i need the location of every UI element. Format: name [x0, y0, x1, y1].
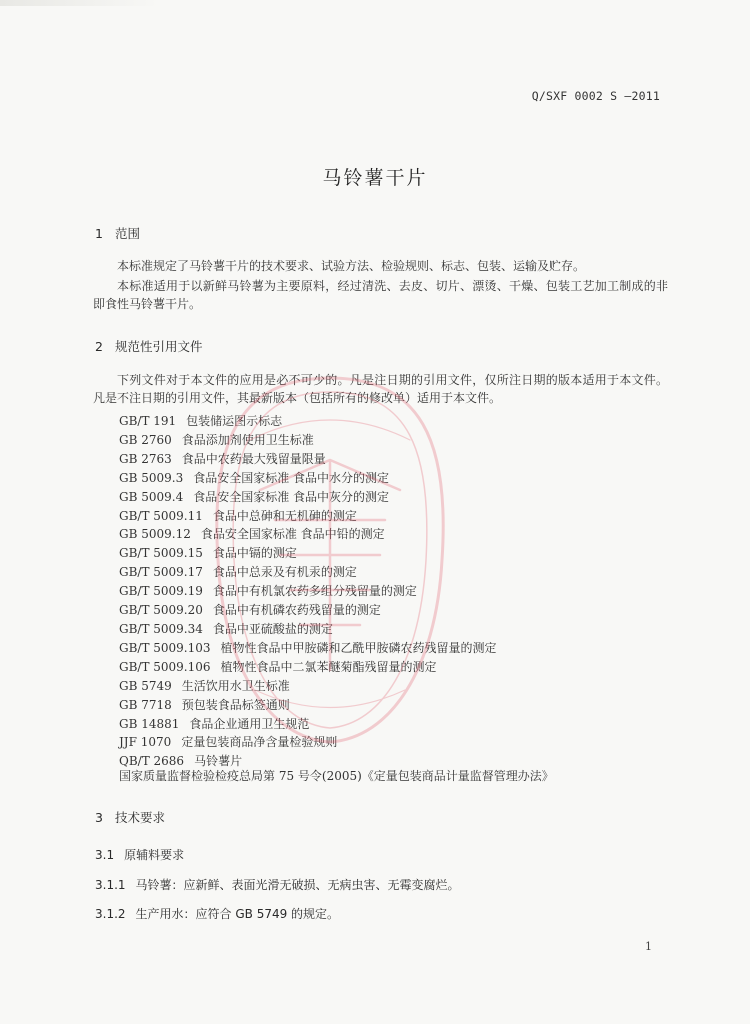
- reference-code: GB 5009.3: [119, 470, 184, 485]
- list-item: [119, 733, 497, 752]
- clause-title: 原辅料要求: [124, 848, 185, 862]
- reference-name: 定量包装商品净含量检验规则: [181, 735, 338, 750]
- reference-code: GB/T 5009.20: [119, 603, 203, 618]
- reference-code: JJF 1070: [119, 735, 172, 750]
- reference-name: 食品安全国家标准 食品中铅的测定: [200, 527, 385, 542]
- reference-code: GB/T 5009.11: [119, 508, 203, 523]
- clause-3-1-2: [95, 905, 339, 922]
- reference-code: GB 5749: [119, 678, 172, 693]
- clause-text: 生产用水：应符合 GB 5749 的规定。: [135, 907, 340, 921]
- list-item: [119, 563, 497, 582]
- list-item: [119, 620, 497, 639]
- section-title: 技术要求: [115, 810, 166, 825]
- clause-3-1: [95, 846, 184, 863]
- normative-intro: 下列文件对于本文件的应用是必不可少的。凡是注日期的引用文件，仅所注日期的版本适用于本文件。凡是不注日期的引用文件，其最新版本（包括所有的修改单）适用于本文件。: [93, 373, 668, 405]
- reference-name: 生活饮用水卫生标准: [181, 678, 290, 693]
- scope-paragraph-2: 本标准适用于以新鲜马铃薯为主要原料，经过清洗、去皮、切片、漂烫、干燥、包装工艺加工制成的非即食性马铃薯干片。: [93, 279, 668, 311]
- section-number: 2: [95, 339, 103, 354]
- list-item: [119, 582, 497, 601]
- reference-code: GB/T 5009.34: [119, 621, 203, 636]
- reference-code: GB 2760: [119, 432, 172, 447]
- section-1-heading: [95, 224, 140, 242]
- reference-code: GB 2763: [119, 451, 172, 466]
- section-title: 规范性引用文件: [115, 339, 203, 354]
- reference-code: GB 5009.4: [119, 489, 184, 504]
- list-item: [119, 525, 497, 544]
- reference-name: 食品中总汞及有机汞的测定: [212, 565, 357, 580]
- list-item: [119, 544, 497, 563]
- section-title: 范围: [115, 226, 141, 241]
- clause-number: 3.1.1: [95, 878, 126, 892]
- list-item: [119, 431, 497, 450]
- reference-name: 食品中镉的测定: [212, 546, 297, 561]
- reference-name: 预包装食品标签通则: [181, 697, 290, 712]
- regulation-reference: 国家质量监督检验检疫总局第 75 号令(2005)《定量包装商品计量监督管理办法》: [119, 769, 554, 783]
- reference-code: GB/T 5009.17: [119, 565, 203, 580]
- reference-name: 包装储运图示标志: [186, 414, 283, 428]
- clause-number: 3.1: [95, 848, 115, 862]
- reference-name: 食品中总砷和无机砷的测定: [212, 508, 357, 523]
- list-item: [119, 488, 497, 507]
- list-item: [119, 696, 497, 715]
- reference-code: GB 5009.12: [119, 527, 191, 542]
- list-item: [119, 412, 497, 431]
- clause-3-1-1: [95, 876, 460, 893]
- reference-list: [119, 412, 497, 771]
- section-number: 3: [95, 810, 103, 825]
- reference-code: GB/T 5009.19: [119, 584, 203, 599]
- reference-name: 植物性食品中二氯苯醚菊酯残留量的测定: [220, 659, 437, 674]
- reference-name: 食品中亚硫酸盐的测定: [212, 621, 333, 636]
- document-title: 马铃薯干片: [322, 167, 428, 189]
- reference-name: 食品安全国家标准 食品中水分的测定: [193, 470, 390, 485]
- list-item: [119, 450, 497, 469]
- list-item: [119, 469, 497, 488]
- reference-name: 植物性食品中甲胺磷和乙酰甲胺磷农药残留量的测定: [220, 640, 497, 655]
- clause-number: 3.1.2: [95, 907, 126, 921]
- clause-text: 马铃薯：应新鲜、表面光滑无破损、无病虫害、无霉变腐烂。: [135, 878, 460, 892]
- reference-code: GB 14881: [119, 716, 180, 731]
- page-number: 1: [645, 940, 652, 953]
- scope-paragraph-1: 本标准规定了马铃薯干片的技术要求、试验方法、检验规则、标志、包装、运输及贮存。: [117, 259, 586, 273]
- reference-code: GB/T 5009.106: [119, 659, 211, 674]
- reference-code: GB/T 191: [119, 414, 177, 428]
- reference-name: 食品添加剂使用卫生标准: [181, 432, 314, 447]
- reference-code: GB/T 5009.15: [119, 546, 203, 561]
- section-number: 1: [95, 226, 103, 241]
- reference-name: 食品中有机磷农药残留量的测定: [212, 603, 381, 618]
- section-2-heading: [95, 337, 203, 355]
- document-number: Q/SXF 0002 S —2011: [531, 89, 660, 103]
- reference-code: GB/T 5009.103: [119, 640, 211, 655]
- list-item: [119, 658, 497, 677]
- list-item: [119, 507, 497, 526]
- list-item: [119, 639, 497, 658]
- reference-code: QB/T 2686: [119, 754, 185, 769]
- reference-name: 食品中农药最大残留量限量: [181, 451, 326, 466]
- scan-edge-mark: [0, 0, 160, 6]
- reference-name: 食品中有机氯农药多组分残留量的测定: [212, 584, 417, 599]
- list-item: [119, 715, 497, 734]
- reference-name: 食品企业通用卫生规范: [189, 716, 310, 731]
- list-item: [119, 601, 497, 620]
- reference-name: 食品安全国家标准 食品中灰分的测定: [193, 489, 390, 504]
- list-item: [119, 677, 497, 696]
- reference-name: 马铃薯片: [194, 754, 243, 769]
- section-3-heading: [95, 808, 165, 826]
- reference-code: GB 7718: [119, 697, 172, 712]
